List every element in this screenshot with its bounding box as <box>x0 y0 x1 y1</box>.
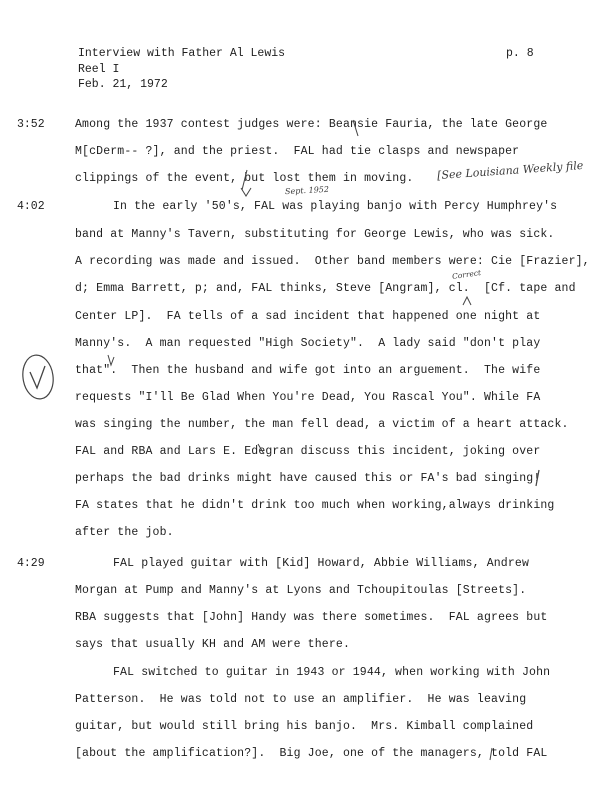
text-line: RBA suggests that [John] Handy was there sometimes. FAL agrees but <box>75 611 548 624</box>
text-line: Manny's. A man requested "High Society". A lady said "don't play <box>75 337 541 350</box>
correction-slash-mark <box>242 170 247 190</box>
page-number: p. 8 <box>506 47 534 60</box>
interview-title: Interview with Father Al Lewis <box>78 47 286 60</box>
text-line: after the job. <box>75 526 174 539</box>
correction-slash-mark <box>353 120 358 136</box>
margin-circle-mark <box>20 353 56 401</box>
text-line: that". Then the husband and wife got into an arguement. The wife <box>75 364 541 377</box>
text-line: d; Emma Barrett, p; and, FAL thinks, Steve [Angram], cl. [Cf. tape and <box>75 282 576 295</box>
timestamp-402: 4:02 <box>17 200 45 213</box>
text-line: [about the amplification?]. Big Joe, one of the managers, told FAL <box>75 747 548 760</box>
text-line: In the early '50's, FAL was playing banjo with Percy Humphrey's <box>113 200 558 213</box>
text-line: Patterson. He was told not to use an amplifier. He was leaving <box>75 693 527 706</box>
insert-caret-mark <box>463 297 471 305</box>
handwritten-correct-note: Correct <box>451 268 482 281</box>
text-line: perhaps the bad drinks might have caused this or FA's bad singing! <box>75 472 541 485</box>
text-line: says that usually KH and AM were there. <box>75 638 350 651</box>
text-line: was singing the number, the man fell dead, a victim of a heart attack. <box>75 418 569 431</box>
text-line: guitar, but would still bring his banjo. Mrs. Kimball complained <box>75 720 534 733</box>
timestamp-352: 3:52 <box>17 118 45 131</box>
text-line: Morgan at Pump and Manny's at Lyons and Tchoupitoulas [Streets]. <box>75 584 527 597</box>
interview-date: Feb. 21, 1972 <box>78 78 168 91</box>
text-line: requests "I'll Be Glad When You're Dead, You Rascal You". While FA <box>75 391 541 404</box>
margin-check-mark <box>30 366 45 388</box>
text-line: FAL switched to guitar in 1943 or 1944, when working with John <box>113 666 551 679</box>
text-line: Among the 1937 contest judges were: Beansie Fauria, the late George <box>75 118 548 131</box>
text-line: FAL played guitar with [Kid] Howard, Abbie Williams, Andrew <box>113 557 530 570</box>
correction-slash-mark <box>258 444 264 454</box>
correction-slash-mark <box>536 470 539 486</box>
text-line: clippings of the event, but lost them in moving. <box>75 172 414 185</box>
text-line: FA states that he didn't drink too much when working,always drinking <box>75 499 555 512</box>
text-line: A recording was made and issued. Other band members were: Cie [Frazier], <box>75 255 590 268</box>
handwritten-insert-note: Sept. 1952 <box>284 184 330 197</box>
text-line: band at Manny's Tavern, substituting for George Lewis, who was sick. <box>75 228 555 241</box>
text-line: FAL and RBA and Lars E. Edegran discuss this incident, joking over <box>75 445 541 458</box>
text-line: Center LP]. FA tells of a sad incident that happened one night at <box>75 310 541 323</box>
reel-label: Reel I <box>78 63 120 76</box>
text-line: M[cDerm-- ?], and the priest. FAL had tie clasps and newspaper <box>75 145 520 158</box>
insert-caret-mark <box>108 355 114 365</box>
correction-slash-mark <box>490 748 492 760</box>
timestamp-429: 4:29 <box>17 557 45 570</box>
handwritten-bracket-note: [See Louisiana Weekly file <box>436 158 584 183</box>
